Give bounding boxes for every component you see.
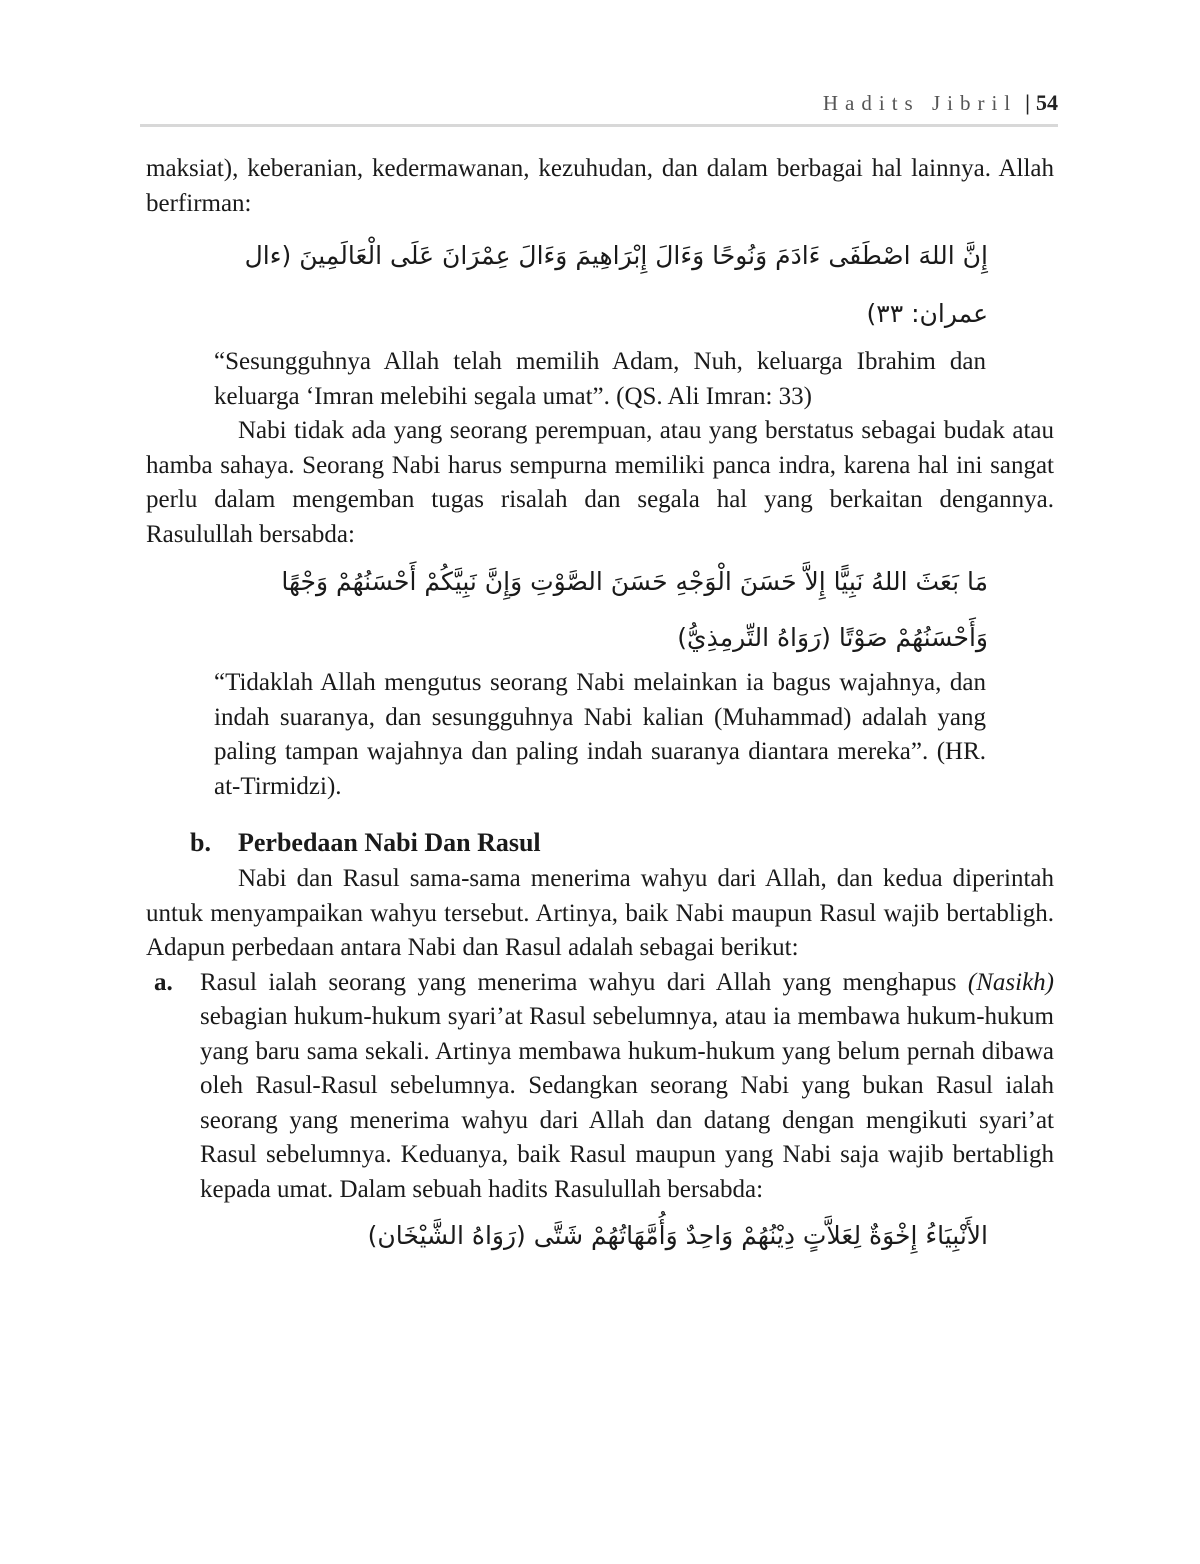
list-item-a-term: (Nasikh): [967, 968, 1054, 996]
arabic-verse-line-1: إِنَّ اللهَ اصْطَفَى ءَادَمَ وَنُوحًا وَءَالَ إِبْرَاهِيمَ وَءَالَ عِمْرَانَ عَلَى الْعَالَمِينَ (ءال: [244, 241, 988, 270]
header-separator: |: [1025, 90, 1030, 115]
verse-translation: “Sesungguhnya Allah telah memilih Adam, Nuh, keluarga Ibrahim dan keluarga ‘Imran melebihi segala umat”. (QS. Ali Imran: 33): [214, 348, 986, 410]
arabic-hadith-2: الأَنْبِيَاءُ إِخْوَةٌ لِعَلاَّتٍ دِيْنُهُمْ وَاحِدٌ وَأُمَّهَاتُهُمْ شَتَّى (رَوَاهُ الشَّيْخَان): [367, 1221, 988, 1250]
paragraph-continuation: maksiat), keberanian, kedermawanan, kezuhudan, dan dalam berbagai hal lainnya. Allah berfirman:: [146, 155, 1054, 217]
list-item-a: [146, 966, 1054, 1208]
list-item-a-text-start: Rasul ialah seorang yang menerima wahyu dari Allah yang menghapus: [200, 968, 968, 996]
list-item-a-text-end: sebagian hukum-hukum syari’at Rasul sebelumnya, atau ia membawa hukum-hukum yang baru sama sekali. Artinya membawa hukum-hukum yang belum pernah dibawa oleh Rasul-Rasul sebelumnya. Sedangkan seorang Nabi yang bukan Rasul ialah seorang yang menerima wahyu dari Allah dan datang dengan mengikuti syari’at Rasul sebelumnya. Keduanya, baik Rasul maupun yang Nabi saja wajib bertabligh kepada umat. Dalam sebuah hadits Rasulullah bersabda:: [200, 1003, 1054, 1203]
arabic-verse-line-2: عمران: ٣٣): [866, 299, 988, 328]
section-title: Perbedaan Nabi Dan Rasul: [238, 828, 541, 857]
paragraph-intro-difference: Nabi dan Rasul sama-sama menerima wahyu dari Allah, dan kedua diperintah untuk menyampaikan wahyu tersebut. Artinya, baik Nabi maupun Rasul wajib bertabligh. Adapun perbedaan antara Nabi dan Rasul adalah sebagai berikut:: [146, 865, 1054, 961]
paragraph-nabi-conditions: Nabi tidak ada yang seorang perempuan, atau yang berstatus sebagai budak atau hamba sahaya. Seorang Nabi harus sempurna memiliki panca indra, karena hal ini sangat perlu dalam mengemban tugas risalah dan segala hal yang berkaitan dengannya. Rasulullah bersabda:: [146, 417, 1054, 548]
hadith-1-translation: “Tidaklah Allah mengutus seorang Nabi melainkan ia bagus wajahnya, dan indah suaranya, dan sesungguhnya Nabi kalian (Muhammad) adalah yang paling tampan wajahnya dan paling indah suaranya diantara mereka”. (HR. at-Tirmidzi).: [214, 669, 986, 800]
list-item-a-text: [200, 966, 1054, 1208]
arabic-verse: [210, 227, 988, 343]
running-title: Hadits Jibril: [822, 91, 1018, 115]
running-header: [140, 90, 1058, 127]
section-letter: b.: [190, 828, 211, 857]
page-body: [146, 152, 1054, 1265]
list-marker-a: a.: [154, 968, 173, 996]
section-heading: [190, 824, 1054, 862]
page-number: 54: [1036, 90, 1058, 115]
arabic-hadith-1: مَا بَعَثَ اللهُ نَبِيًّا إِلاَّ حَسَنَ الْوَجْهِ حَسَنَ الصَّوْتِ وَإِنَّ نَبِيَّكُمْ أَحْسَنُهُمْ وَجْهًا وَأَحْسَنُهُمْ صَوْتًا (رَوَاهُ التِّرمِذِيُّ): [281, 567, 988, 652]
